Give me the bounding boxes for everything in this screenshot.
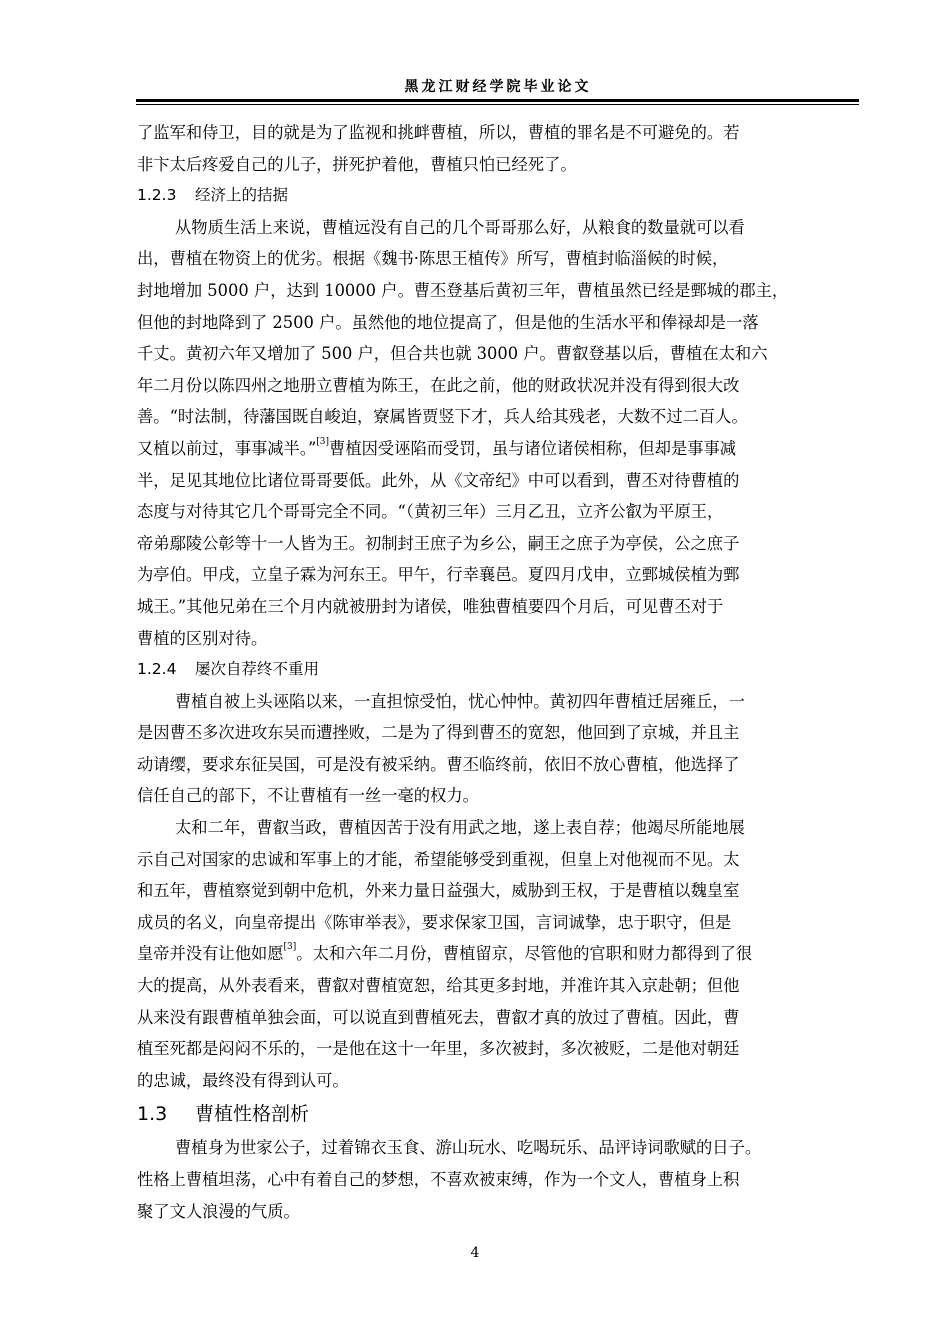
citation-ref: [3] <box>316 436 330 447</box>
text-line: 曹植身为世家公子，过着锦衣玉食、游山玩水、吃喝玩乐、品评诗词歌赋的日子。 <box>175 1138 762 1158</box>
section-number: 1.3 <box>137 1103 168 1126</box>
text-line: 非卞太后疼爱自己的儿子，拼死护着他，曹植只怕已经死了。 <box>137 154 577 174</box>
text-line: 封地增加 5000 户，达到 10000 户。曹丕登基后黄初三年，曹植虽然已经是鄄城的郡主， <box>137 280 789 300</box>
text-line <box>137 433 859 465</box>
text-span: 曹植因受诬陷而受罚，虽与诸位诸侯相称，但却是事事减 <box>329 438 737 458</box>
text-line <box>137 938 859 970</box>
text-line: 半，足见其地位比诸位哥哥要低。此外，从《文帝纪》中可以看到，曹丕对待曹植的 <box>137 470 740 490</box>
text-line: 曹植的区别对待。 <box>137 628 268 648</box>
section-number: 1.2.3 <box>137 186 177 205</box>
section-title: 屡次自荐终不重用 <box>195 660 320 679</box>
citation-ref: [3] <box>283 942 297 953</box>
section-heading-1-2-3 <box>137 180 859 212</box>
text-span: 又植以前过，事事减半。” <box>137 438 317 458</box>
text-line: 出，曹植在物资上的优劣。根据《魏书·陈思王植传》所写，曹植封临淄候的时候， <box>137 249 729 269</box>
section-number: 1.2.4 <box>137 660 177 679</box>
section-heading-1-3 <box>137 1096 859 1132</box>
text-line: 帝弟鄢陵公彰等十一人皆为王。初制封王庶子为乡公，嗣王之庶子为亭侯，公之庶子 <box>137 533 740 553</box>
section-title: 经济上的拮据 <box>195 186 289 205</box>
text-line: 是因曹丕多次进攻东吴而遭挫败，二是为了得到曹丕的宽恕，他回到了京城，并且主 <box>137 723 740 743</box>
section-heading-1-2-4 <box>137 654 859 686</box>
header-rule-thick <box>136 99 859 102</box>
text-line: 城王。”其他兄弟在三个月内就被册封为诸侯，唯独曹植要四个月后，可见曹丕对于 <box>137 596 724 616</box>
text-line: 了监军和侍卫，目的就是为了监视和挑衅曹植，所以，曹植的罪名是不可避免的。若 <box>137 123 740 142</box>
page-number: 4 <box>470 1245 480 1261</box>
text-span: 。太和六年二月份，曹植留京，尽管他的官职和财力都得到了很 <box>296 944 753 964</box>
text-line: 示自己对国家的忠诚和军事上的才能，希望能够受到重视，但皇上对他视而不见。太 <box>137 849 740 869</box>
text-line: 年二月份以陈四州之地册立曹植为陈王，在此之前，他的财政状况并没有得到很大改 <box>137 375 740 395</box>
text-line: 大的提高，从外表看来，曹叡对曹植宽恕，给其更多封地，并准许其入京赴朝；但他 <box>137 976 740 996</box>
text-line: 为亭伯。甲戌，立皇子霖为河东王。甲午，行幸襄邑。夏四月戊申，立鄄城侯植为鄄 <box>137 565 740 585</box>
text-line: 从物质生活上来说，曹植远没有自己的几个哥哥那么好，从粮食的数量就可以看 <box>175 217 745 237</box>
text-line: 千丈。黄初六年又增加了 500 户，但合共也就 3000 户。曹叡登基以后，曹植在太和六 <box>137 344 768 364</box>
text-line: 曹植自被上头诬陷以来，一直担惊受怕，忧心忡忡。黄初四年曹植迁居雍丘，一 <box>175 691 745 711</box>
header-rule-thin <box>136 104 859 105</box>
text-line: 信任自己的部下，不让曹植有一丝一毫的权力。 <box>137 786 479 806</box>
text-line: 和五年，曹植察觉到朝中危机，外来力量日益强大，威胁到王权，于是曹植以魏皇室 <box>137 881 740 901</box>
text-line: 的忠诚，最终没有得到认可。 <box>137 1070 349 1090</box>
text-line: 从来没有跟曹植单独会面，可以说直到曹植死去，曹叡才真的放过了曹植。因此，曹 <box>137 1007 740 1027</box>
text-line: 态度与对待其它几个哥哥完全不同。“（黄初三年）三月乙丑，立齐公叡为平原王， <box>137 502 724 522</box>
text-span: 皇帝并没有让他如愿 <box>137 944 284 964</box>
text-line: 聚了文人浪漫的气质。 <box>137 1201 300 1221</box>
text-line: 善。“时法制，待藩国既自峻迫，寮属皆贾竖下才，兵人给其残老，大数不过二百人。 <box>137 407 748 427</box>
running-header: 黑龙江财经学院毕业论文 <box>404 79 592 95</box>
text-line: 性格上曹植坦荡，心中有着自己的梦想，不喜欢被束缚，作为一个文人，曹植身上积 <box>137 1170 740 1189</box>
page-body <box>137 117 859 1227</box>
text-line: 成员的名义，向皇帝提出《陈审举表》，要求保家卫国，言词诚挚，忠于职守，但是 <box>137 912 732 932</box>
text-line: 动请缨，要求东征吴国，可是没有被采纳。曹丕临终前，依旧不放心曹植，他选择了 <box>137 754 740 774</box>
section-title: 曹植性格剖析 <box>195 1103 310 1126</box>
text-line: 植至死都是闷闷不乐的，一是他在这十一年里，多次被封，多次被贬，二是他对朝廷 <box>137 1039 740 1059</box>
text-line: 太和二年，曹叡当政，曹植因苦于没有用武之地，遂上表自荐；他竭尽所能地展 <box>175 818 745 838</box>
text-line: 但他的封地降到了 2500 户。虽然他的地位提高了，但是他的生活水平和俸禄却是一落 <box>137 312 759 332</box>
